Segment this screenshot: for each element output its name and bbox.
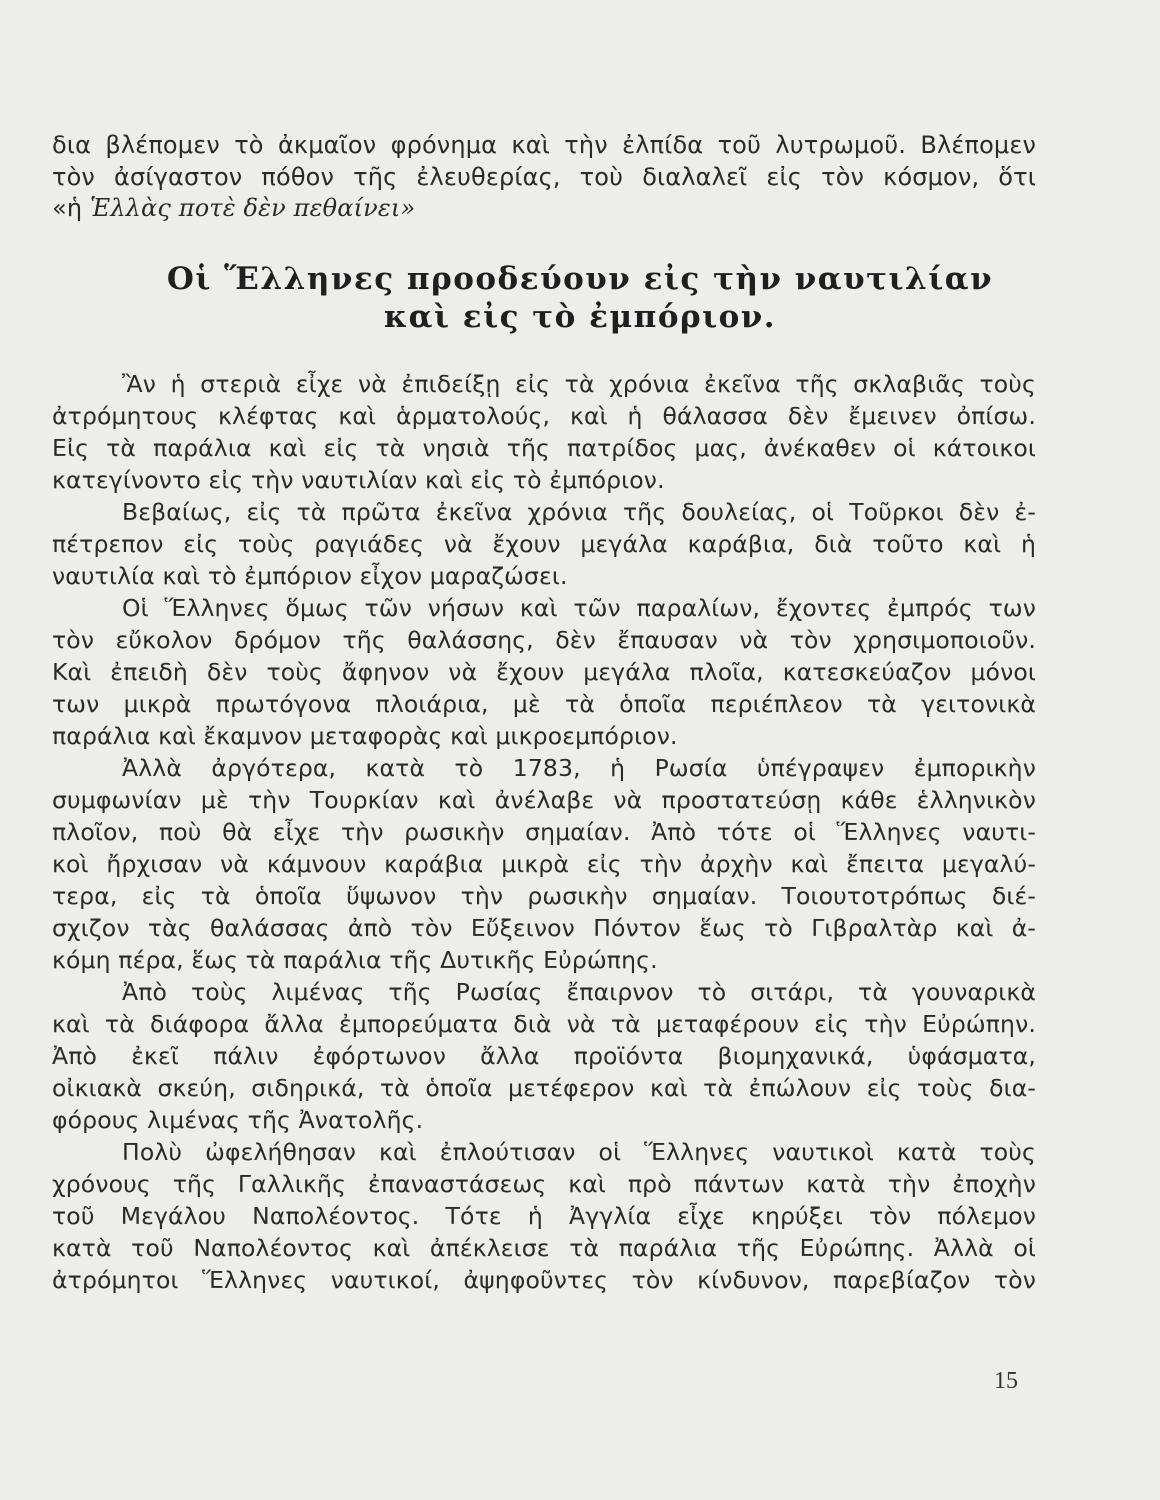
body-line: Ἂν ἡ στεριὰ εἶχε νὰ ἐπιδείξῃ εἰς τὰ χρόνια ἐκεῖνα τῆς σκλαβιᾶς τοὺς [122, 370, 1036, 398]
body-line: πλοῖον, ποὺ θὰ εἶχε τὴν ρωσικὴν σημαίαν. Ἀπὸ τότε οἱ Ἕλληνες ναυτι- [52, 818, 1036, 846]
body-line: Ἀπὸ ἐκεῖ πάλιν ἐφόρτωνον ἄλλα προϊόντα βιομηχανικά, ὑφάσματα, [52, 1042, 1036, 1070]
body-line: χρόνους τῆς Γαλλικῆς ἐπαναστάσεως καὶ πρὸ πάντων κατὰ τὴν ἐποχὴν [52, 1170, 1036, 1198]
quote-open: «ἡ [52, 194, 90, 222]
body-line: τὸν εὔκολον δρόμον τῆς θαλάσσης, δὲν ἔπαυσαν νὰ τὸν χρησιμοποιοῦν. [52, 626, 1036, 654]
body-line: Βεβαίως, εἰς τὰ πρῶτα ἐκεῖνα χρόνια τῆς δουλείας, οἱ Τοῦρκοι δὲν ἐ- [122, 498, 1036, 526]
body-line: των μικρὰ πρωτόγονα πλοιάρια, μὲ τὰ ὁποῖα περιέπλεον τὰ γειτονικὰ [52, 690, 1036, 718]
body-line: Πολὺ ὠφελήθησαν καὶ ἐπλούτισαν οἱ Ἕλληνες ναυτικοὶ κατὰ τοὺς [122, 1138, 1036, 1166]
body-line: Οἱ Ἕλληνες ὅμως τῶν νήσων καὶ τῶν παραλίων, ἔχοντες ἐμπρός των [122, 594, 1036, 622]
body-line: Ἀπὸ τοὺς λιμένας τῆς Ρωσίας ἔπαιρνον τὸ σιτάρι, τὰ γουναρικὰ [122, 978, 1036, 1006]
body-text [52, 368, 1036, 1296]
page-number: 15 [994, 1368, 1018, 1394]
body-line: Εἰς τὰ παράλια καὶ εἰς τὰ νησιὰ τῆς πατρίδος μας, ἀνέκαθεν οἱ κάτοικοι [52, 434, 1036, 462]
italic-quote: Ἑλλὰς ποτὲ δὲν πεθαίνει» [89, 194, 416, 222]
body-line: σχιζον τὰς θαλάσσας ἀπὸ τὸν Εὔξεινον Πόντον ἕως τὸ Γιβραλτὰρ καὶ ἀ- [52, 914, 1036, 942]
body-line: ἀτρόμητους κλέφτας καὶ ἁρματολούς, καὶ ἡ θάλασσα δὲν ἔμεινεν ὀπίσω. [52, 402, 1036, 430]
body-line: καὶ τὰ διάφορα ἄλλα ἐμπορεύματα διὰ νὰ τὰ μεταφέρουν εἰς τὴν Εὐρώπην. [52, 1010, 1036, 1038]
body-line: ἀτρόμητοι Ἕλληνες ναυτικοί, ἀψηφοῦντες τὸν κίνδυνον, παρεβίαζον τὸν [52, 1266, 1036, 1294]
body-line: Ἀλλὰ ἀργότερα, κατὰ τὸ 1783, ἡ Ρωσία ὑπέγραψεν ἐμπορικὴν [122, 754, 1036, 782]
body-line: παράλια καὶ ἔκαμνον μεταφορὰς καὶ μικροεμπόριον. [52, 722, 678, 750]
section-heading [60, 260, 1100, 336]
body-line: πέτρεπον εἰς τοὺς ραγιάδες νὰ ἔχουν μεγάλα καράβια, διὰ τοῦτο καὶ ἡ [52, 530, 1036, 558]
body-line: Καὶ ἐπειδὴ δὲν τοὺς ἄφηνον νὰ ἔχουν μεγάλα πλοῖα, κατεσκεύαζον μόνοι [52, 658, 1036, 686]
body-line: τοῦ Μεγάλου Ναπολέοντος. Τότε ἡ Ἀγγλία εἶχε κηρύξει τὸν πόλεμον [52, 1202, 1036, 1230]
body-line: φόρους λιμένας τῆς Ἀνατολῆς. [52, 1106, 424, 1134]
intro-line-1: δια βλέπομεν τὸ ἀκμαῖον φρόνημα καὶ τὴν ἐλπίδα τοῦ λυτρωμοῦ. Βλέπομεν [52, 131, 1036, 159]
intro-paragraph [52, 130, 1036, 225]
body-line: ναυτιλία καὶ τὸ ἐμπόριον εἶχον μαραζώσει. [52, 562, 568, 590]
intro-line-2: τὸν ἀσίγαστον πόθον τῆς ἐλευθερίας, τοὺ διαλαλεῖ εἰς τὸν κόσμον, ὅτι [52, 162, 1036, 191]
body-line: συμφωνίαν μὲ τὴν Τουρκίαν καὶ ἀνέλαβε νὰ προστατεύσῃ κάθε ἑλληνικὸν [52, 786, 1036, 814]
body-line: κατὰ τοῦ Ναπολέοντος καὶ ἀπέκλεισε τὰ παράλια τῆς Εὐρώπης. Ἀλλὰ οἱ [52, 1234, 1036, 1262]
body-line: κοὶ ἤρχισαν νὰ κάμνουν καράβια μικρὰ εἰς τὴν ἀρχὴν καὶ ἔπειτα μεγαλύ- [52, 850, 1036, 878]
body-line: τερα, εἰς τὰ ὁποῖα ὕψωνον τὴν ρωσικὴν σημαίαν. Τοιουτοτρόπως διέ- [52, 882, 1036, 910]
heading-line-1: Οἱ Ἕλληνες προοδεύουν εἰς τὴν ναυτιλίαν [166, 261, 994, 297]
body-line: κόμη πέρα, ἕως τὰ παράλια τῆς Δυτικῆς Εὐρώπης. [52, 946, 658, 974]
body-line: οἰκιακὰ σκεύη, σιδηρικά, τὰ ὁποῖα μετέφερον καὶ τὰ ἐπώλουν εἰς τοὺς δια- [52, 1074, 1036, 1102]
heading-line-2: καὶ εἰς τὸ ἐμπόριον. [383, 299, 777, 335]
body-line: κατεγίνοντο εἰς τὴν ναυτιλίαν καὶ εἰς τὸ ἐμπόριον. [52, 466, 665, 494]
intro-line-3 [52, 193, 1036, 225]
